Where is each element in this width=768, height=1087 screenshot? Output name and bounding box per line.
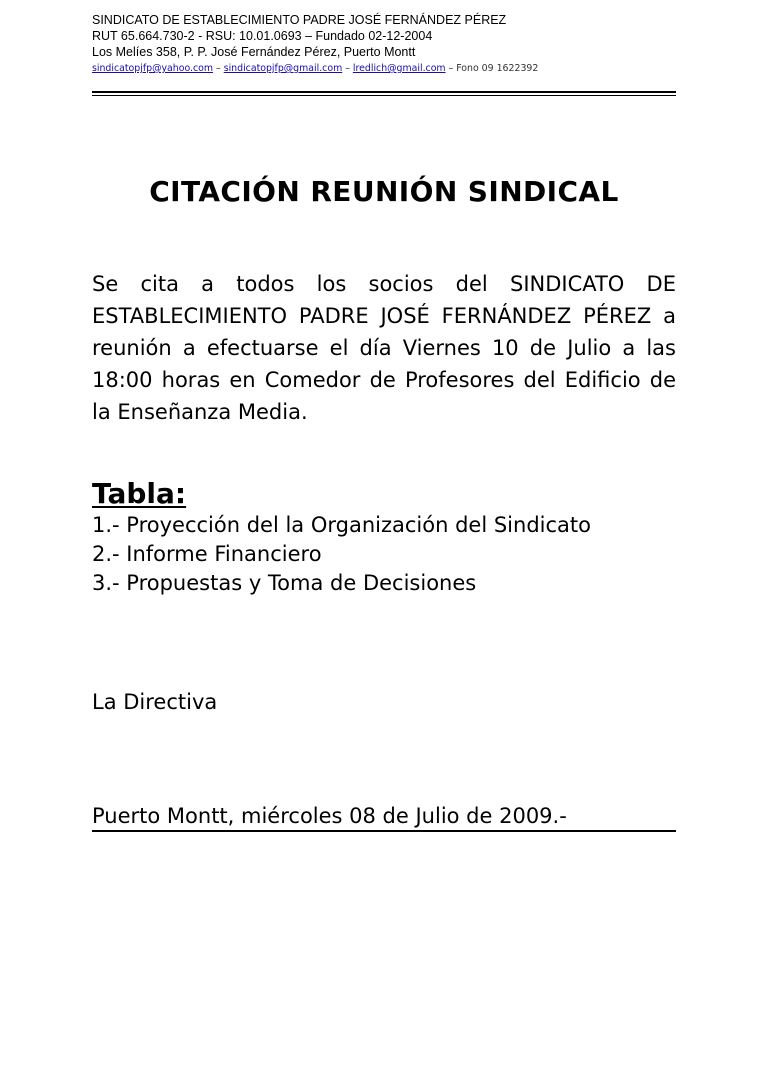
- signature-line: La Directiva: [92, 690, 218, 714]
- letterhead: [92, 12, 676, 77]
- agenda-heading: Tabla:: [92, 477, 187, 510]
- agenda-list: [92, 511, 591, 598]
- date-underline: [92, 830, 676, 832]
- registration-info: RUT 65.664.730-2 - RSU: 10.01.0693 – Fundado 02-12-2004: [92, 29, 433, 43]
- contact-separator: –: [342, 63, 353, 74]
- contact-separator: –: [213, 63, 224, 74]
- union-address: Los Melíes 358, P. P. José Fernández Pérez, Puerto Montt: [92, 45, 416, 59]
- contact-line: [92, 61, 676, 77]
- header-divider-thin: [92, 95, 676, 96]
- agenda-item: 1.- Proyección del la Organización del Sindicato: [92, 513, 591, 537]
- agenda-item: 2.- Informe Financiero: [92, 542, 322, 566]
- contact-separator: –: [445, 63, 457, 74]
- email-link-redlich[interactable]: lredlich@gmail.com: [352, 63, 446, 74]
- place-and-date: Puerto Montt, miércoles 08 de Julio de 2009.-: [92, 804, 567, 828]
- meeting-notice: Se cita a todos los socios del SINDICATO DE ESTABLECIMIENTO PADRE JOSÉ FERNÁNDEZ PÉREZ a reunión a efectuarse el día Viernes 10 de Julio a las 18:00 horas en Comedor de Profesores del Edificio de la Enseñanza Media.: [92, 272, 676, 424]
- agenda-item: 3.- Propuestas y Toma de Decisiones: [92, 571, 477, 595]
- email-link-yahoo[interactable]: sindicatopjfp@yahoo.com: [92, 63, 214, 74]
- union-name: SINDICATO DE ESTABLECIMIENTO PADRE JOSÉ FERNÁNDEZ PÉREZ: [92, 13, 507, 27]
- email-link-gmail[interactable]: sindicatopjfp@gmail.com: [223, 63, 343, 74]
- phone-number: Fono 09 1622392: [456, 63, 539, 74]
- header-divider: [92, 91, 676, 93]
- document-title: CITACIÓN REUNIÓN SINDICAL: [149, 175, 619, 208]
